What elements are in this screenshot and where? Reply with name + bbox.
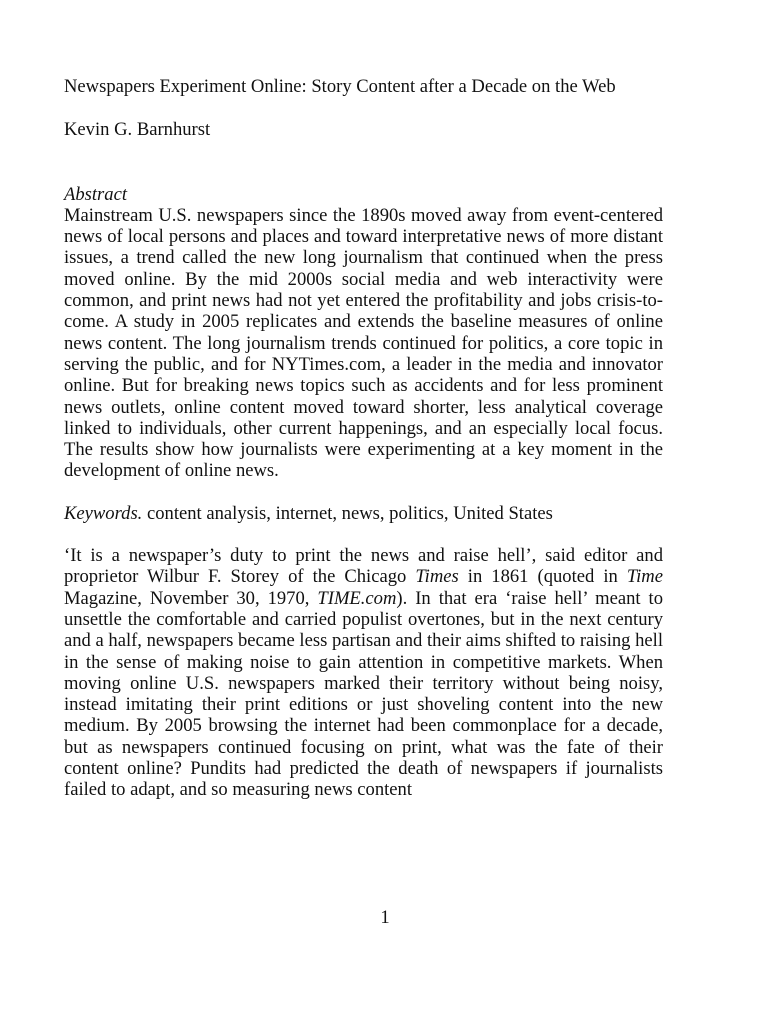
keywords-label: Keywords. <box>64 502 143 524</box>
body-italic-times: Times <box>415 566 459 588</box>
paper-title: Newspapers Experiment Online: Story Content after a Decade on the Web <box>64 76 616 97</box>
author-name: Kevin G. Barnhurst <box>64 119 211 141</box>
paper-page <box>64 76 663 801</box>
body-text-4: ). In that era ‘raise hell’ meant to unsettle the comfortable and carried populist overtones, but in the next century and a half, newspapers became less partisan and their aims shifted to raising hell in the sense of making noise to gain attention in competitive markets. When moving online U.S. newspapers marked their territory without being noisy, instead imitating their print editions or just shoveling content into the new medium. By 2005 browsing the internet had been commonplace for a decade, but as newspapers continued focusing on print, what was the fate of their content online? Pundits had predicted the death of newspapers if journalists failed to adapt, and so measuring news content <box>64 587 664 801</box>
keywords-text: content analysis, internet, news, politics, United States <box>147 502 553 524</box>
body-italic-time: Time <box>626 566 663 588</box>
abstract-heading: Abstract <box>64 183 128 205</box>
body-text-1: ‘It is a newspaper’s duty to print the news and raise hell’, said editor and proprietor Wilbur F. Storey of the Chicago <box>64 545 663 588</box>
body-paragraph <box>64 545 663 801</box>
body-text-3: Magazine, November 30, 1970, <box>64 587 318 609</box>
body-text-2: in 1861 (quoted in <box>458 566 627 588</box>
abstract-text: Mainstream U.S. newspapers since the 1890s moved away from event-centered news of local persons and places and toward interpretative news of more distant issues, a trend called the new long journalism that continued when the press moved online. By the mid 2000s social media and web interactivity were common, and print news had not yet entered the profitability and jobs crisis-to-come. A study in 2005 replicates and extends the baseline measures of online news content. The long journalism trends continued for politics, a core topic in serving the public, and for NYTimes.com, a leader in the media and innovator online. But for breaking news topics such as accidents and for less prominent news outlets, online content moved toward shorter, less analytical coverage linked to individuals, other current happenings, and an especially local focus. The results show how journalists were experimenting at a key moment in the development of online news. <box>64 204 663 482</box>
page-number: 1 <box>380 907 390 928</box>
keywords-line <box>64 503 663 524</box>
body-italic-timecom: TIME.com <box>317 587 397 609</box>
